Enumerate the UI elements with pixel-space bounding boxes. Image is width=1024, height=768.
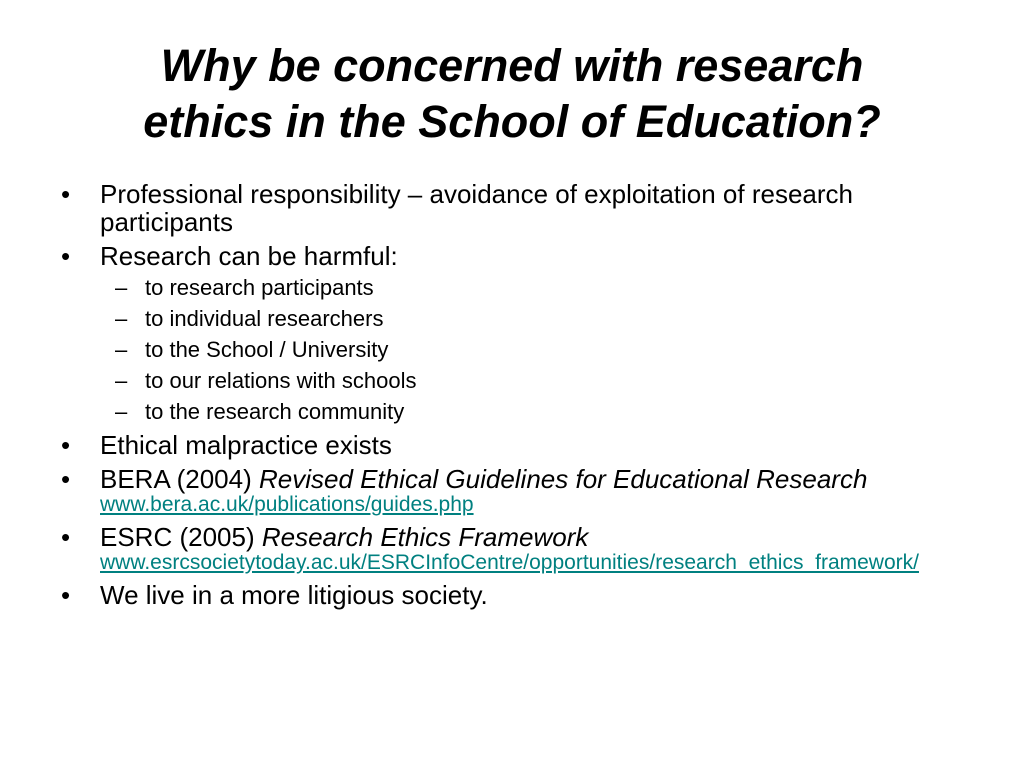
bera-guides-link[interactable]: www.bera.ac.uk/publications/guides.php (100, 493, 474, 516)
harm-sublist (0, 276, 1024, 423)
dash-marker: – (115, 306, 128, 331)
title-line-2: ethics in the School of Education? (143, 96, 881, 147)
bullet-marker: • (61, 522, 71, 552)
sub-bullet-text: to our relations with schools (145, 368, 417, 393)
dash-marker: – (115, 368, 128, 393)
dash-marker: – (115, 399, 128, 424)
bullet-item-esrc (61, 522, 970, 575)
sub-bullet-item (115, 337, 1024, 362)
bullet-item (61, 430, 970, 460)
bullet-item (61, 179, 970, 237)
bullet-text: We live in a more litigious society. (100, 580, 488, 610)
dash-marker: – (115, 275, 128, 300)
reference-title: Research Ethics Framework (261, 522, 589, 552)
sub-bullet-text: to the research community (145, 399, 405, 424)
bullet-text: Research can be harmful: (100, 241, 398, 271)
bullet-prefix: ESRC (2005) (100, 522, 262, 552)
bullet-list (0, 180, 1024, 615)
bullet-marker: • (61, 179, 71, 209)
title-line-1: Why be concerned with research (160, 40, 864, 91)
sub-bullet-item (115, 306, 1024, 331)
sub-bullet-text: to the School / University (145, 337, 389, 362)
bullet-item (61, 241, 970, 271)
sub-bullet-item (115, 368, 1024, 393)
bullet-prefix: BERA (2004) (100, 464, 259, 494)
reference-title: Revised Ethical Guidelines for Educational Research (258, 464, 868, 494)
bullet-item-bera (61, 464, 970, 517)
bullet-marker: • (61, 241, 71, 271)
sub-bullet-item (115, 399, 1024, 424)
slide-title (40, 38, 984, 150)
sub-bullet-text: to research participants (145, 275, 374, 300)
bullet-marker: • (61, 430, 71, 460)
sub-bullet-text: to individual researchers (145, 306, 384, 331)
bullet-text: Professional responsibility – avoidance of exploitation of research participants (100, 179, 853, 237)
sub-bullet-item (115, 275, 1024, 300)
dash-marker: – (115, 337, 128, 362)
esrc-framework-link[interactable]: www.esrcsocietytoday.ac.uk/ESRCInfoCentre/opportunities/research_ethics_framework/ (100, 551, 919, 574)
bullet-item (61, 580, 970, 610)
bullet-text: Ethical malpractice exists (100, 430, 392, 460)
bullet-marker: • (61, 464, 71, 494)
bullet-marker: • (61, 580, 71, 610)
